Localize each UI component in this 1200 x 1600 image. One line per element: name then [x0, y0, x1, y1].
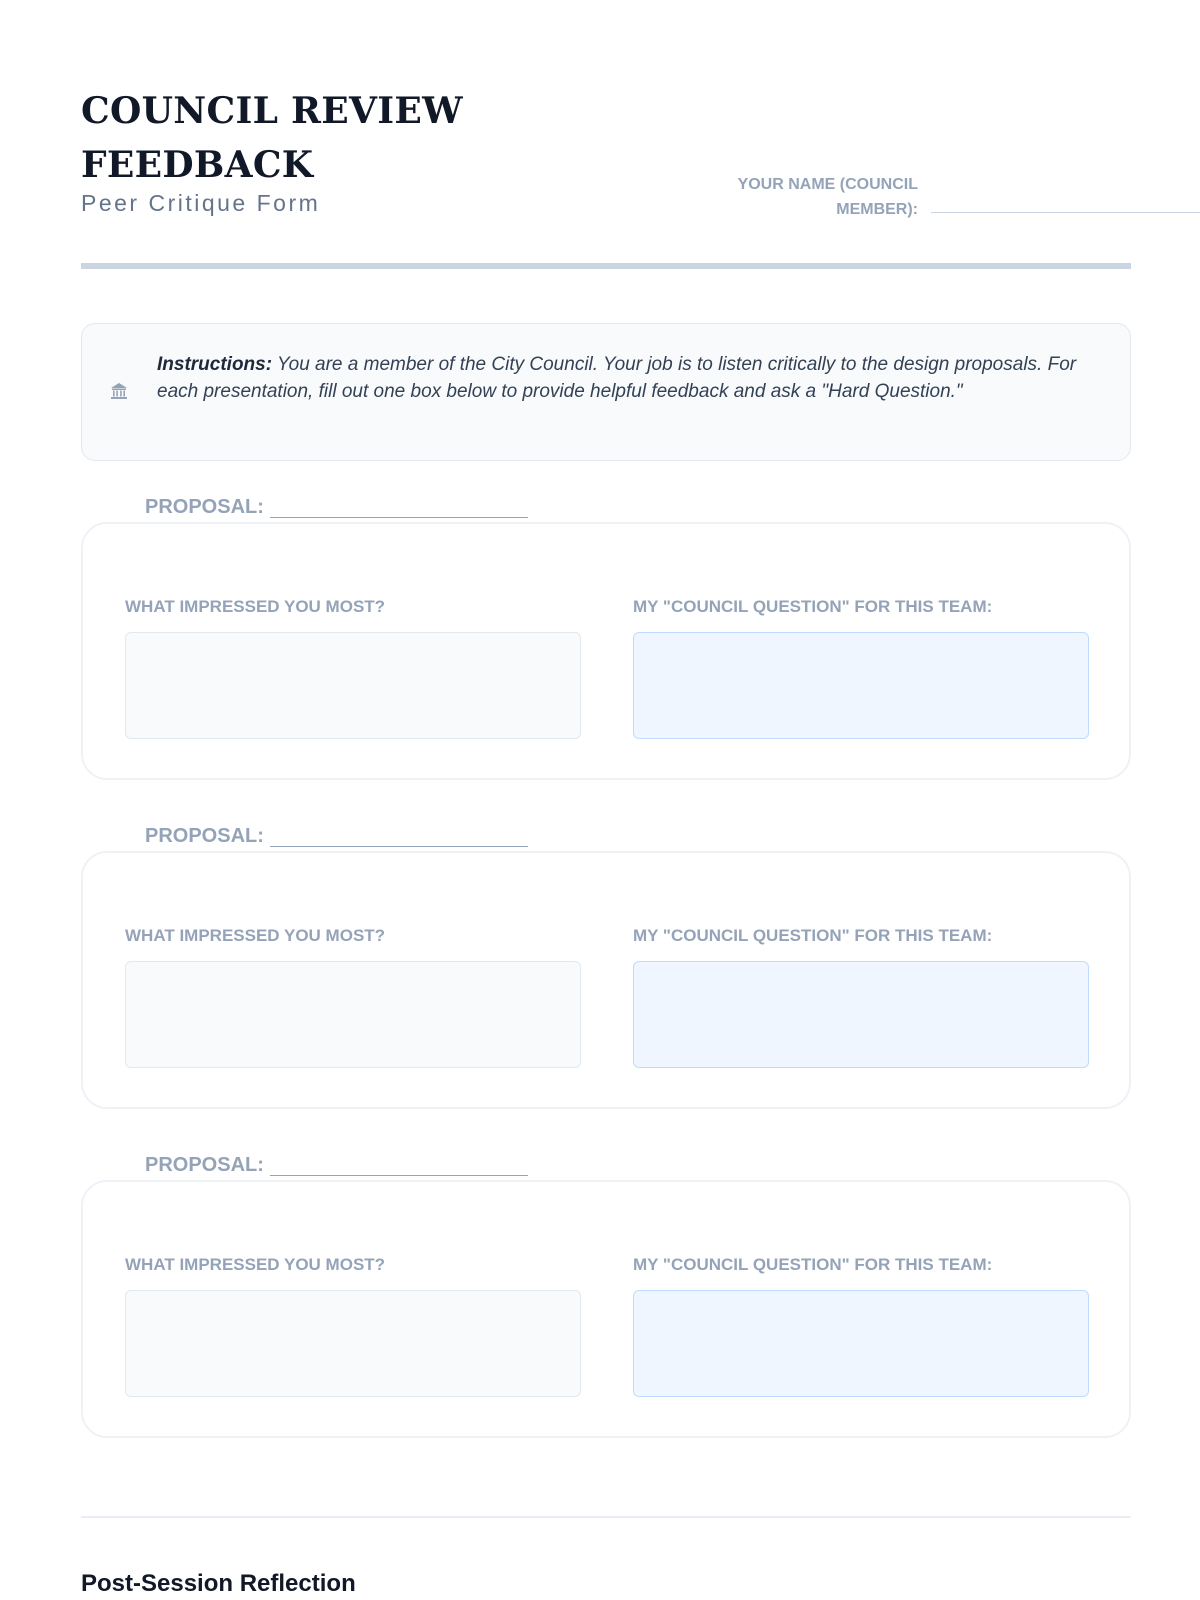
impressed-field[interactable]: [125, 632, 581, 739]
proposal-label: PROPOSAL:: [145, 496, 264, 518]
government-building-icon: [110, 382, 128, 400]
impressed-field[interactable]: [125, 961, 581, 1068]
proposal-name-blank[interactable]: [270, 846, 528, 847]
reflection-divider: [81, 1516, 1131, 1518]
name-label-line-2: MEMBER):: [836, 201, 918, 218]
council-question-field[interactable]: [633, 961, 1089, 1068]
proposal-card: [81, 496, 1131, 780]
proposal-legend: [125, 492, 548, 522]
name-input-line[interactable]: [931, 212, 1200, 213]
page-title-line-2: FEEDBACK: [81, 144, 314, 186]
name-label-line-1: YOUR NAME (COUNCIL: [737, 176, 918, 193]
page-subtitle: Peer Critique Form: [81, 190, 321, 216]
proposal-legend: [125, 821, 548, 851]
proposal-name-blank[interactable]: [270, 1175, 528, 1176]
name-field-label: [621, 172, 918, 222]
proposal-label: PROPOSAL:: [145, 1154, 264, 1176]
council-question-label: MY "COUNCIL QUESTION" FOR THIS TEAM:: [633, 1255, 993, 1274]
instructions-lead: Instructions:: [157, 354, 273, 375]
impressed-label: WHAT IMPRESSED YOU MOST?: [125, 926, 386, 945]
proposal-label: PROPOSAL:: [145, 825, 264, 847]
proposal-card: [81, 825, 1131, 1109]
reflection-title: Post-Session Reflection: [81, 1570, 356, 1597]
council-question-field[interactable]: [633, 632, 1089, 739]
header-divider: [81, 263, 1131, 269]
instructions-body: You are a member of the City Council. Your job is to listen critically to the design proposals. For each presentation, fill out one box below to provide helpful feedback and ask a "Hard Question.": [157, 354, 1077, 402]
impressed-label: WHAT IMPRESSED YOU MOST?: [125, 1255, 386, 1274]
instructions-text: [157, 351, 1077, 405]
proposal-legend: [125, 1150, 548, 1180]
page-title: [81, 84, 501, 192]
instructions-box: [81, 323, 1131, 461]
council-question-label: MY "COUNCIL QUESTION" FOR THIS TEAM:: [633, 597, 993, 616]
impressed-label: WHAT IMPRESSED YOU MOST?: [125, 597, 386, 616]
council-question-field[interactable]: [633, 1290, 1089, 1397]
impressed-field[interactable]: [125, 1290, 581, 1397]
proposal-name-blank[interactable]: [270, 517, 528, 518]
page-title-line-1: COUNCIL REVIEW: [81, 90, 463, 132]
worksheet-page: [81, 0, 1131, 1600]
council-question-label: MY "COUNCIL QUESTION" FOR THIS TEAM:: [633, 926, 993, 945]
proposal-card: [81, 1154, 1131, 1438]
